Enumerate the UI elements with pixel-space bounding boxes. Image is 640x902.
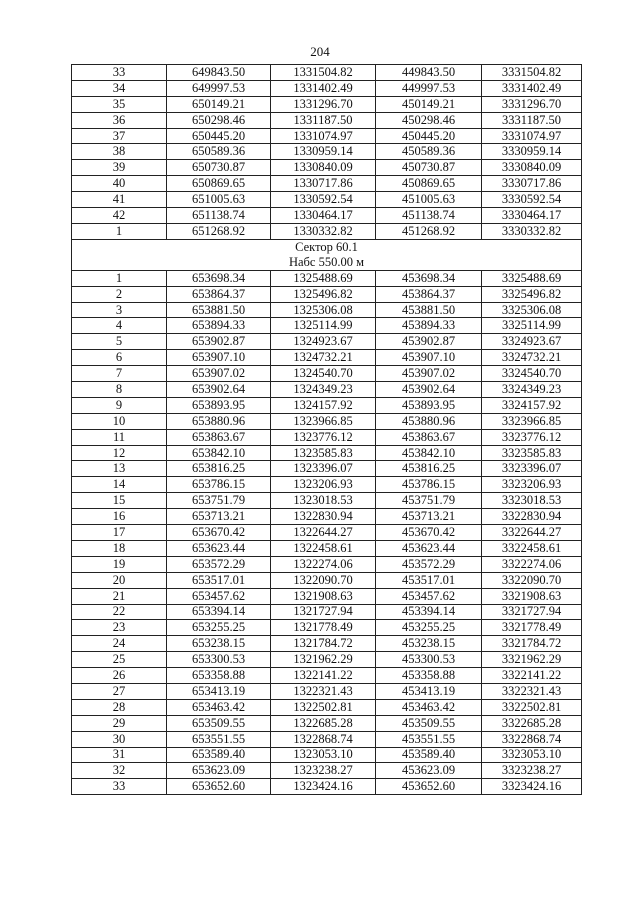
point-number-cell: 14: [72, 477, 167, 493]
table-row: [72, 366, 582, 382]
y2-coordinate-cell: 3331074.97: [482, 128, 582, 144]
table-row: [72, 223, 582, 239]
table-row: [72, 286, 582, 302]
point-number-cell: 19: [72, 556, 167, 572]
table-row: [72, 208, 582, 224]
y-coordinate-cell: 1331296.70: [271, 96, 376, 112]
y-coordinate-cell: 1322321.43: [271, 683, 376, 699]
x-coordinate-cell: 653902.64: [167, 382, 271, 398]
point-number-cell: 6: [72, 350, 167, 366]
point-number-cell: 28: [72, 699, 167, 715]
x2-coordinate-cell: 453255.25: [376, 620, 482, 636]
table-row: [72, 461, 582, 477]
table-row: [72, 382, 582, 398]
y-coordinate-cell: 1330332.82: [271, 223, 376, 239]
point-number-cell: 11: [72, 429, 167, 445]
x-coordinate-cell: 653623.09: [167, 763, 271, 779]
x-coordinate-cell: 653907.02: [167, 366, 271, 382]
x-coordinate-cell: 653713.21: [167, 509, 271, 525]
y-coordinate-cell: 1330717.86: [271, 176, 376, 192]
y-coordinate-cell: 1322090.70: [271, 572, 376, 588]
point-number-cell: 12: [72, 445, 167, 461]
table-row: [72, 318, 582, 334]
point-number-cell: 27: [72, 683, 167, 699]
x2-coordinate-cell: 450298.46: [376, 112, 482, 128]
y-coordinate-cell: 1331187.50: [271, 112, 376, 128]
table-row: [72, 604, 582, 620]
y-coordinate-cell: 1322868.74: [271, 731, 376, 747]
point-number-cell: 4: [72, 318, 167, 334]
x2-coordinate-cell: 453457.62: [376, 588, 482, 604]
table-row: [72, 413, 582, 429]
table-row: [72, 493, 582, 509]
x-coordinate-cell: 653463.42: [167, 699, 271, 715]
x-coordinate-cell: 653863.67: [167, 429, 271, 445]
x2-coordinate-cell: 450589.36: [376, 144, 482, 160]
y2-coordinate-cell: 3331187.50: [482, 112, 582, 128]
table-row: [72, 699, 582, 715]
x-coordinate-cell: 653517.01: [167, 572, 271, 588]
point-number-cell: 34: [72, 80, 167, 96]
point-number-cell: 15: [72, 493, 167, 509]
x-coordinate-cell: 653551.55: [167, 731, 271, 747]
x2-coordinate-cell: 453394.14: [376, 604, 482, 620]
x2-coordinate-cell: 450869.65: [376, 176, 482, 192]
point-number-cell: 17: [72, 525, 167, 541]
y2-coordinate-cell: 3322685.28: [482, 715, 582, 731]
section-row: [72, 239, 582, 270]
y2-coordinate-cell: 3330592.54: [482, 192, 582, 208]
point-number-cell: 1: [72, 223, 167, 239]
y-coordinate-cell: 1325496.82: [271, 286, 376, 302]
table-row: [72, 65, 582, 81]
point-number-cell: 30: [72, 731, 167, 747]
y2-coordinate-cell: 3321908.63: [482, 588, 582, 604]
x2-coordinate-cell: 453517.01: [376, 572, 482, 588]
y2-coordinate-cell: 3324540.70: [482, 366, 582, 382]
x2-coordinate-cell: 453463.42: [376, 699, 482, 715]
y-coordinate-cell: 1322274.06: [271, 556, 376, 572]
table-row: [72, 636, 582, 652]
y2-coordinate-cell: 3322830.94: [482, 509, 582, 525]
x2-coordinate-cell: 449843.50: [376, 65, 482, 81]
x2-coordinate-cell: 453902.87: [376, 334, 482, 350]
y2-coordinate-cell: 3321784.72: [482, 636, 582, 652]
y-coordinate-cell: 1330464.17: [271, 208, 376, 224]
y-coordinate-cell: 1324157.92: [271, 397, 376, 413]
x-coordinate-cell: 653880.96: [167, 413, 271, 429]
y2-coordinate-cell: 3325496.82: [482, 286, 582, 302]
y2-coordinate-cell: 3330840.09: [482, 160, 582, 176]
point-number-cell: 39: [72, 160, 167, 176]
x2-coordinate-cell: 453713.21: [376, 509, 482, 525]
x2-coordinate-cell: 453880.96: [376, 413, 482, 429]
table-row: [72, 715, 582, 731]
point-number-cell: 22: [72, 604, 167, 620]
x-coordinate-cell: 653509.55: [167, 715, 271, 731]
y-coordinate-cell: 1324732.21: [271, 350, 376, 366]
x2-coordinate-cell: 453623.09: [376, 763, 482, 779]
point-number-cell: 36: [72, 112, 167, 128]
table-row: [72, 96, 582, 112]
point-number-cell: 38: [72, 144, 167, 160]
x2-coordinate-cell: 450445.20: [376, 128, 482, 144]
x-coordinate-cell: 653864.37: [167, 286, 271, 302]
x-coordinate-cell: 653670.42: [167, 525, 271, 541]
table-row: [72, 556, 582, 572]
y2-coordinate-cell: 3331402.49: [482, 80, 582, 96]
y2-coordinate-cell: 3331504.82: [482, 65, 582, 81]
x-coordinate-cell: 653907.10: [167, 350, 271, 366]
x-coordinate-cell: 653894.33: [167, 318, 271, 334]
y2-coordinate-cell: 3330332.82: [482, 223, 582, 239]
y-coordinate-cell: 1321778.49: [271, 620, 376, 636]
table-row: [72, 731, 582, 747]
y2-coordinate-cell: 3324923.67: [482, 334, 582, 350]
point-number-cell: 21: [72, 588, 167, 604]
table-row: [72, 445, 582, 461]
y-coordinate-cell: 1330840.09: [271, 160, 376, 176]
point-number-cell: 2: [72, 286, 167, 302]
table-row: [72, 763, 582, 779]
y2-coordinate-cell: 3323424.16: [482, 779, 582, 795]
x-coordinate-cell: 653589.40: [167, 747, 271, 763]
y2-coordinate-cell: 3330717.86: [482, 176, 582, 192]
section-subtitle: Набс 550.00 м: [288, 254, 365, 269]
x2-coordinate-cell: 453907.10: [376, 350, 482, 366]
point-number-cell: 33: [72, 65, 167, 81]
x-coordinate-cell: 651138.74: [167, 208, 271, 224]
table-row: [72, 588, 582, 604]
point-number-cell: 42: [72, 208, 167, 224]
point-number-cell: 9: [72, 397, 167, 413]
y2-coordinate-cell: 3324157.92: [482, 397, 582, 413]
x2-coordinate-cell: 453907.02: [376, 366, 482, 382]
y-coordinate-cell: 1324540.70: [271, 366, 376, 382]
table-row: [72, 160, 582, 176]
x2-coordinate-cell: 453902.64: [376, 382, 482, 398]
y2-coordinate-cell: 3325306.08: [482, 302, 582, 318]
y-coordinate-cell: 1331504.82: [271, 65, 376, 81]
table-row: [72, 747, 582, 763]
point-number-cell: 7: [72, 366, 167, 382]
y-coordinate-cell: 1322141.22: [271, 668, 376, 684]
x-coordinate-cell: 653457.62: [167, 588, 271, 604]
y-coordinate-cell: 1321908.63: [271, 588, 376, 604]
y2-coordinate-cell: 3322868.74: [482, 731, 582, 747]
x2-coordinate-cell: 453509.55: [376, 715, 482, 731]
y-coordinate-cell: 1325306.08: [271, 302, 376, 318]
x2-coordinate-cell: 453413.19: [376, 683, 482, 699]
x2-coordinate-cell: 449997.53: [376, 80, 482, 96]
x2-coordinate-cell: 450730.87: [376, 160, 482, 176]
point-number-cell: 29: [72, 715, 167, 731]
x-coordinate-cell: 653623.44: [167, 540, 271, 556]
x-coordinate-cell: 653238.15: [167, 636, 271, 652]
x2-coordinate-cell: 453652.60: [376, 779, 482, 795]
y-coordinate-cell: 1323396.07: [271, 461, 376, 477]
x-coordinate-cell: 653255.25: [167, 620, 271, 636]
y-coordinate-cell: 1323424.16: [271, 779, 376, 795]
x2-coordinate-cell: 450149.21: [376, 96, 482, 112]
x-coordinate-cell: 653572.29: [167, 556, 271, 572]
x2-coordinate-cell: 451268.92: [376, 223, 482, 239]
y2-coordinate-cell: 3325488.69: [482, 270, 582, 286]
y2-coordinate-cell: 3321778.49: [482, 620, 582, 636]
point-number-cell: 31: [72, 747, 167, 763]
y-coordinate-cell: 1330959.14: [271, 144, 376, 160]
x2-coordinate-cell: 451005.63: [376, 192, 482, 208]
page-number: 204: [310, 44, 330, 59]
x2-coordinate-cell: 453238.15: [376, 636, 482, 652]
y2-coordinate-cell: 3325114.99: [482, 318, 582, 334]
x-coordinate-cell: 650589.36: [167, 144, 271, 160]
x-coordinate-cell: 653893.95: [167, 397, 271, 413]
y-coordinate-cell: 1331074.97: [271, 128, 376, 144]
x-coordinate-cell: 653751.79: [167, 493, 271, 509]
table-row: [72, 779, 582, 795]
x2-coordinate-cell: 453786.15: [376, 477, 482, 493]
section-title: Сектор 60.1: [295, 239, 358, 254]
x2-coordinate-cell: 451138.74: [376, 208, 482, 224]
point-number-cell: 20: [72, 572, 167, 588]
y2-coordinate-cell: 3322644.27: [482, 525, 582, 541]
table-row: [72, 128, 582, 144]
y-coordinate-cell: 1331402.49: [271, 80, 376, 96]
x-coordinate-cell: 653786.15: [167, 477, 271, 493]
table-row: [72, 270, 582, 286]
point-number-cell: 35: [72, 96, 167, 112]
x2-coordinate-cell: 453589.40: [376, 747, 482, 763]
x-coordinate-cell: 653902.87: [167, 334, 271, 350]
y2-coordinate-cell: 3323018.53: [482, 493, 582, 509]
x2-coordinate-cell: 453864.37: [376, 286, 482, 302]
y2-coordinate-cell: 3321727.94: [482, 604, 582, 620]
table-row: [72, 144, 582, 160]
x-coordinate-cell: 653698.34: [167, 270, 271, 286]
table-row: [72, 80, 582, 96]
x2-coordinate-cell: 453698.34: [376, 270, 482, 286]
y-coordinate-cell: 1322644.27: [271, 525, 376, 541]
section-cell: [72, 239, 582, 270]
x-coordinate-cell: 650730.87: [167, 160, 271, 176]
coordinates-table: [71, 64, 582, 795]
y2-coordinate-cell: 3330959.14: [482, 144, 582, 160]
y-coordinate-cell: 1321784.72: [271, 636, 376, 652]
x-coordinate-cell: 653358.88: [167, 668, 271, 684]
x-coordinate-cell: 653394.14: [167, 604, 271, 620]
y2-coordinate-cell: 3323776.12: [482, 429, 582, 445]
y2-coordinate-cell: 3322090.70: [482, 572, 582, 588]
point-number-cell: 5: [72, 334, 167, 350]
point-number-cell: 8: [72, 382, 167, 398]
point-number-cell: 32: [72, 763, 167, 779]
x-coordinate-cell: 653842.10: [167, 445, 271, 461]
table-row: [72, 477, 582, 493]
point-number-cell: 26: [72, 668, 167, 684]
table-row: [72, 302, 582, 318]
table-row: [72, 112, 582, 128]
y-coordinate-cell: 1323018.53: [271, 493, 376, 509]
point-number-cell: 18: [72, 540, 167, 556]
y-coordinate-cell: 1323238.27: [271, 763, 376, 779]
y2-coordinate-cell: 3322502.81: [482, 699, 582, 715]
x2-coordinate-cell: 453893.95: [376, 397, 482, 413]
y-coordinate-cell: 1325488.69: [271, 270, 376, 286]
point-number-cell: 23: [72, 620, 167, 636]
x2-coordinate-cell: 453842.10: [376, 445, 482, 461]
y2-coordinate-cell: 3322141.22: [482, 668, 582, 684]
y2-coordinate-cell: 3330464.17: [482, 208, 582, 224]
point-number-cell: 1: [72, 270, 167, 286]
x-coordinate-cell: 653652.60: [167, 779, 271, 795]
x-coordinate-cell: 649997.53: [167, 80, 271, 96]
point-number-cell: 37: [72, 128, 167, 144]
point-number-cell: 16: [72, 509, 167, 525]
x2-coordinate-cell: 453358.88: [376, 668, 482, 684]
y-coordinate-cell: 1322502.81: [271, 699, 376, 715]
x-coordinate-cell: 650298.46: [167, 112, 271, 128]
point-number-cell: 40: [72, 176, 167, 192]
point-number-cell: 33: [72, 779, 167, 795]
y2-coordinate-cell: 3323396.07: [482, 461, 582, 477]
rows-before-section: [72, 65, 582, 240]
section-header: [72, 239, 582, 270]
y-coordinate-cell: 1323206.93: [271, 477, 376, 493]
table-row: [72, 397, 582, 413]
table-row: [72, 683, 582, 699]
y-coordinate-cell: 1324923.67: [271, 334, 376, 350]
x-coordinate-cell: 649843.50: [167, 65, 271, 81]
x2-coordinate-cell: 453300.53: [376, 652, 482, 668]
x2-coordinate-cell: 453623.44: [376, 540, 482, 556]
point-number-cell: 25: [72, 652, 167, 668]
y2-coordinate-cell: 3323966.85: [482, 413, 582, 429]
table-row: [72, 525, 582, 541]
rows-after-section: [72, 270, 582, 794]
y2-coordinate-cell: 3323238.27: [482, 763, 582, 779]
x2-coordinate-cell: 453670.42: [376, 525, 482, 541]
x-coordinate-cell: 651268.92: [167, 223, 271, 239]
table-row: [72, 668, 582, 684]
table-row: [72, 334, 582, 350]
x-coordinate-cell: 650445.20: [167, 128, 271, 144]
x-coordinate-cell: 653300.53: [167, 652, 271, 668]
point-number-cell: 3: [72, 302, 167, 318]
y2-coordinate-cell: 3321962.29: [482, 652, 582, 668]
y-coordinate-cell: 1324349.23: [271, 382, 376, 398]
y2-coordinate-cell: 3322274.06: [482, 556, 582, 572]
y-coordinate-cell: 1323776.12: [271, 429, 376, 445]
table-row: [72, 572, 582, 588]
x2-coordinate-cell: 453572.29: [376, 556, 482, 572]
x2-coordinate-cell: 453751.79: [376, 493, 482, 509]
x2-coordinate-cell: 453881.50: [376, 302, 482, 318]
point-number-cell: 24: [72, 636, 167, 652]
x2-coordinate-cell: 453863.67: [376, 429, 482, 445]
y2-coordinate-cell: 3324349.23: [482, 382, 582, 398]
point-number-cell: 41: [72, 192, 167, 208]
x2-coordinate-cell: 453816.25: [376, 461, 482, 477]
table-row: [72, 176, 582, 192]
y2-coordinate-cell: 3322458.61: [482, 540, 582, 556]
y-coordinate-cell: 1323053.10: [271, 747, 376, 763]
y2-coordinate-cell: 3323585.83: [482, 445, 582, 461]
x-coordinate-cell: 650149.21: [167, 96, 271, 112]
x-coordinate-cell: 653881.50: [167, 302, 271, 318]
point-number-cell: 13: [72, 461, 167, 477]
table-row: [72, 350, 582, 366]
y2-coordinate-cell: 3323053.10: [482, 747, 582, 763]
y2-coordinate-cell: 3331296.70: [482, 96, 582, 112]
y-coordinate-cell: 1321727.94: [271, 604, 376, 620]
y-coordinate-cell: 1322685.28: [271, 715, 376, 731]
y-coordinate-cell: 1321962.29: [271, 652, 376, 668]
y2-coordinate-cell: 3323206.93: [482, 477, 582, 493]
x-coordinate-cell: 653413.19: [167, 683, 271, 699]
table-row: [72, 540, 582, 556]
x2-coordinate-cell: 453894.33: [376, 318, 482, 334]
y-coordinate-cell: 1322830.94: [271, 509, 376, 525]
y-coordinate-cell: 1323966.85: [271, 413, 376, 429]
table-row: [72, 652, 582, 668]
table-row: [72, 620, 582, 636]
y2-coordinate-cell: 3322321.43: [482, 683, 582, 699]
y2-coordinate-cell: 3324732.21: [482, 350, 582, 366]
x-coordinate-cell: 650869.65: [167, 176, 271, 192]
x2-coordinate-cell: 453551.55: [376, 731, 482, 747]
y-coordinate-cell: 1325114.99: [271, 318, 376, 334]
y-coordinate-cell: 1322458.61: [271, 540, 376, 556]
x-coordinate-cell: 653816.25: [167, 461, 271, 477]
table-row: [72, 429, 582, 445]
x-coordinate-cell: 651005.63: [167, 192, 271, 208]
y-coordinate-cell: 1323585.83: [271, 445, 376, 461]
y-coordinate-cell: 1330592.54: [271, 192, 376, 208]
table-row: [72, 509, 582, 525]
point-number-cell: 10: [72, 413, 167, 429]
table-row: [72, 192, 582, 208]
